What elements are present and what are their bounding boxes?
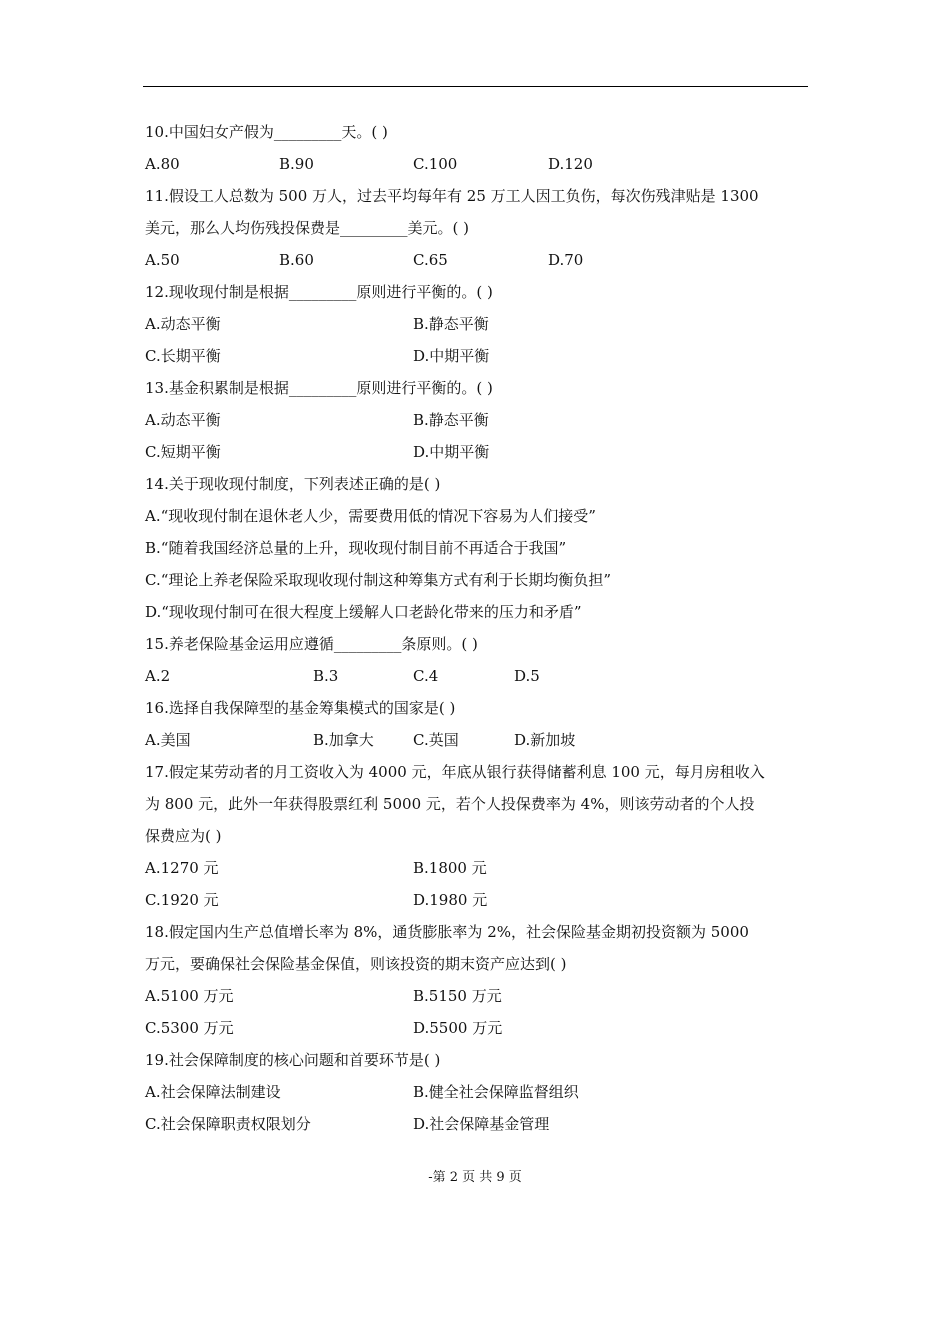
answer-option: D.“现收现付制可在很大程度上缓解人口老龄化带来的压力和矛盾” (145, 603, 582, 621)
answer-option: D.5 (514, 667, 540, 685)
option-row (145, 244, 810, 276)
answer-option: D.中期平衡 (413, 443, 490, 461)
answer-option: A.50 (145, 251, 180, 269)
answer-option: B.90 (279, 155, 314, 173)
option-row (145, 436, 810, 468)
question-list (145, 116, 810, 1140)
answer-option: B.5150 万元 (413, 987, 502, 1005)
answer-option: A.美国 (145, 731, 191, 749)
answer-option: A.5100 万元 (145, 987, 234, 1005)
answer-option: C.4 (413, 667, 439, 685)
answer-option: C.100 (413, 155, 458, 173)
question-stem: 13.基金积累制是根据_________原则进行平衡的。( ) (145, 379, 493, 397)
answer-option: D.5500 万元 (413, 1019, 503, 1037)
option-row (145, 1012, 810, 1044)
question-stem: 19.社会保障制度的核心问题和首要环节是( ) (145, 1051, 441, 1069)
answer-option: A.80 (145, 155, 180, 173)
question-stem: 14.关于现收现付制度，下列表述正确的是( ) (145, 475, 441, 493)
answer-option: C.5300 万元 (145, 1019, 234, 1037)
answer-option: B.3 (313, 667, 339, 685)
answer-option: B.60 (279, 251, 314, 269)
option-row (145, 308, 810, 340)
option-row (145, 980, 810, 1012)
answer-option: C.英国 (413, 731, 459, 749)
question-13 (145, 372, 810, 468)
answer-option: C.社会保障职责权限划分 (145, 1115, 311, 1133)
option-row (145, 1076, 810, 1108)
question-stem: 10.中国妇女产假为_________天。( ) (145, 123, 388, 141)
question-16 (145, 692, 810, 756)
answer-option: A.社会保障法制建设 (145, 1083, 281, 1101)
option-row (145, 340, 810, 372)
question-stem: 12.现收现付制是根据_________原则进行平衡的。( ) (145, 283, 493, 301)
header-rule (143, 86, 808, 87)
question-19 (145, 1044, 810, 1140)
answer-option: C.短期平衡 (145, 443, 221, 461)
option-row (145, 500, 810, 532)
answer-option: B.“随着我国经济总量的上升，现收现付制目前不再适合于我国” (145, 539, 567, 557)
option-row (145, 660, 810, 692)
answer-option: D.70 (548, 251, 584, 269)
answer-option: B.加拿大 (313, 731, 374, 749)
question-14 (145, 468, 810, 628)
answer-option: B.静态平衡 (413, 411, 489, 429)
answer-option: D.120 (548, 155, 593, 173)
option-row (145, 532, 810, 564)
question-15 (145, 628, 810, 692)
answer-option: A.“现收现付制在退休老人少，需要费用低的情况下容易为人们接受” (145, 507, 596, 525)
option-row (145, 404, 810, 436)
answer-option: C.“理论上养老保险采取现收现付制这种筹集方式有利于长期均衡负担” (145, 571, 612, 589)
answer-option: B.健全社会保障监督组织 (413, 1083, 579, 1101)
answer-option: C.长期平衡 (145, 347, 221, 365)
answer-option: A.动态平衡 (145, 315, 221, 333)
answer-option: B.静态平衡 (413, 315, 489, 333)
question-stem: 17.假定某劳动者的月工资收入为 4000 元，年底从银行获得储蓄利息 100 元，每月房租收入 (145, 763, 765, 781)
question-17 (145, 756, 810, 916)
option-row (145, 884, 810, 916)
answer-option: B.1800 元 (413, 859, 487, 877)
question-stem: 美元，那么人均伤残投保费是_________美元。( ) (145, 219, 469, 237)
question-stem: 11.假设工人总数为 500 万人，过去平均每年有 25 万工人因工负伤，每次伤残津贴是 1300 (145, 187, 759, 205)
answer-option: D.1980 元 (413, 891, 488, 909)
answer-option: D.中期平衡 (413, 347, 490, 365)
question-18 (145, 916, 810, 1044)
question-11 (145, 180, 810, 276)
question-10 (145, 116, 810, 180)
question-stem: 15.养老保险基金运用应遵循_________条原则。( ) (145, 635, 478, 653)
option-row (145, 724, 810, 756)
answer-option: A.1270 元 (145, 859, 219, 877)
option-row (145, 596, 810, 628)
question-stem: 为 800 元，此外一年获得股票红利 5000 元，若个人投保费率为 4%，则该劳动者的个人投 (145, 795, 755, 813)
question-stem: 16.选择自我保障型的基金筹集模式的国家是( ) (145, 699, 456, 717)
answer-option: A.动态平衡 (145, 411, 221, 429)
question-stem: 万元，要确保社会保险基金保值，则该投资的期末资产应达到( ) (145, 955, 567, 973)
answer-option: A.2 (145, 667, 171, 685)
option-row (145, 1108, 810, 1140)
question-stem: 18.假定国内生产总值增长率为 8%，通货膨胀率为 2%，社会保险基金期初投资额为 5000 (145, 923, 749, 941)
option-row (145, 564, 810, 596)
option-row (145, 148, 810, 180)
answer-option: D.新加坡 (514, 731, 576, 749)
answer-option: C.65 (413, 251, 448, 269)
question-stem: 保费应为( ) (145, 827, 222, 845)
option-row (145, 852, 810, 884)
answer-option: C.1920 元 (145, 891, 219, 909)
page-footer: -第 2 页 共 9 页 (428, 1170, 522, 1185)
answer-option: D.社会保障基金管理 (413, 1115, 550, 1133)
question-12 (145, 276, 810, 372)
